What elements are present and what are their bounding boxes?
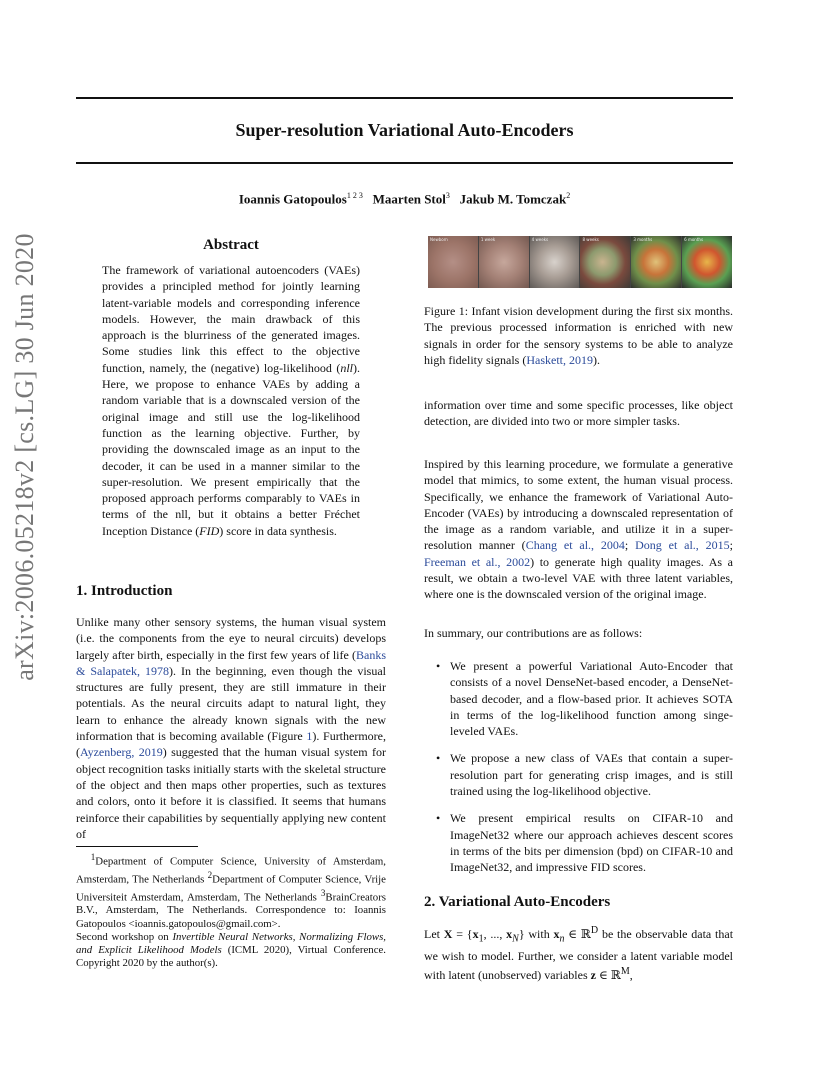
citation-link[interactable]	[80, 745, 163, 759]
footnote-text: BrainCreators B.V., Amsterdam, The Netherlands. Correspondence to: Ioannis Gatopoulos <ioannis.gatopoulos@gmail.com>.	[76, 891, 386, 930]
figure-tile	[530, 236, 580, 288]
author-affiliation: 2	[566, 191, 571, 200]
abstract-text	[102, 262, 360, 539]
figure-tile	[682, 236, 732, 288]
citation-link[interactable]: Chang et al., 2004	[525, 538, 625, 553]
citation-year: 2019	[568, 352, 593, 367]
citation-link[interactable]: Dong et al., 2015	[635, 538, 730, 553]
figure-tile	[479, 236, 529, 288]
footnote-text: Department of Computer Science, Vrije Universiteit Amsterdam, Amsterdam, The Netherlands	[76, 873, 386, 904]
venue-text: Second workshop on	[76, 931, 173, 943]
contributions-list	[424, 658, 733, 887]
tile-label: 8 weeks	[582, 237, 599, 242]
venue-text: (ICML 2020), Virtual Conference. Copyright 2020 by the author(s).	[76, 944, 386, 970]
right-paragraph-1: information over time and some specific processes, like object detection, are divided into two or more simpler tasks.	[424, 398, 733, 429]
figure-caption	[424, 303, 733, 368]
list-item: • We propose a new class of VAEs that contain a super-resolution part for generating crisp images, and is still trained using the log-likelihood objective.	[424, 750, 733, 799]
body-text: ) to generate high quality images. As a result, we obtain a two-level VAE with three latent variables, where one is the downscaled version of the original image.	[424, 554, 733, 602]
tile-label: 1 week	[480, 237, 496, 242]
citation-year: 2004	[600, 538, 625, 553]
tile-label: 3 months	[633, 237, 653, 242]
intro-text: ). In the beginning, even though the visual structures are fully present, they are still immature in their potentials. As the neural circuits adapt to natural light, they learn to enhance the already known signals with the new information that is becoming available (Figure	[76, 663, 387, 744]
footnote-venue	[76, 931, 386, 971]
intro-text: ). Furthermore, (	[76, 729, 386, 760]
math-z: z	[590, 967, 596, 982]
abstract-part: ) score in data synthesis.	[219, 523, 337, 538]
abstract-nll: nll	[340, 360, 353, 375]
arxiv-sidebar-stamp: arXiv:2006.05218v2 [cs.LG] 30 Jun 2020	[10, 233, 39, 681]
abstract-part: ). Here, we propose to enhance VAEs by adding a random variable that is a downscaled version of the original image and still use the log-likelihood function as the learning objective. Further, by providing the downscaled image as an input to the decoder, it can be used in a manner similar to the super-resolution. We present empirically that the proposed approach performs comparably to VAEs in terms of the nll, but it obtains a better Fréchet Inception Distance (	[102, 360, 360, 538]
figure-tile	[580, 236, 630, 288]
footnote-mark: 2	[207, 869, 213, 880]
figure-tile	[428, 236, 478, 288]
tile-label: 6 months	[684, 237, 704, 242]
footnote-affiliations	[76, 851, 386, 931]
intro-paragraph	[76, 614, 386, 842]
title-rule	[76, 162, 733, 164]
citation-year: 2019	[138, 745, 163, 760]
list-item: • We present empirical results on CIFAR-10 and ImageNet32 where our approach achieves descent scores in terms of the bits per dimension (bpd) on CIFAR-10 and ImageNet32, and impressive FID scores.	[424, 810, 733, 875]
top-rule	[76, 97, 733, 99]
section-2-heading: 2. Variational Auto-Encoders	[424, 894, 611, 910]
citation-author: Freeman et al.	[424, 554, 498, 569]
citation-sep: ,	[562, 352, 569, 367]
citation-link[interactable]	[526, 353, 593, 367]
figure-tile	[631, 236, 681, 288]
tile-label: Newborn	[430, 237, 448, 242]
author-list	[76, 191, 733, 207]
body-text: Inspired by this learning procedure, we formulate a generative model that mimics, to some extent, the human visual process. Specifically, we enhance the framework of Variational Auto-Encoder (VAEs) by introducing a downscaled representation of the image as a random variable, and utilize it in a super-resolution manner (	[424, 457, 733, 553]
abstract-part: The framework of variational autoencoders (VAEs) provides a principled method for jointly learning latent-variable models and corresponding inference models. However, the main drawback of this approach is the blurriness of the generated images. Some studies link this effect to the objective function, namely, the (negative) log-likelihood (	[102, 263, 360, 375]
math-x: X	[443, 927, 453, 941]
introduction-section	[76, 583, 386, 842]
footnote-mark: 3	[320, 887, 326, 898]
author-name: Jakub M. Tomczak	[459, 191, 567, 207]
author-name: Ioannis Gatopoulos	[238, 191, 347, 207]
citation-sep: ,	[131, 745, 139, 760]
abstract-fid: FID	[199, 523, 220, 538]
figure-link[interactable]: 1	[306, 729, 313, 744]
citation-author: Ayzenberg	[80, 745, 132, 760]
intro-heading: 1. Introduction	[76, 583, 173, 599]
author-name: Maarten Stol	[372, 191, 446, 207]
body-text: be the observable data that we wish to model. Further, we consider a latent variable model with latent (unobserved) variables	[424, 927, 734, 982]
body-text: Let	[424, 927, 444, 941]
intro-text: ) suggested that the human visual system for object recognition tasks initially starts with the skeletal structure of the object and then maps other properties, such as textures and colors, onto it before it is classified. It seems that humans reinforce their capabilities by sequentially applying new content of	[76, 745, 386, 841]
venue-name: Invertible Neural Networks, Normalizing Flows, and Explicit Likelihood Models	[76, 931, 386, 957]
citation-year: 2015	[705, 538, 730, 553]
citation-author: Chang et al.	[525, 538, 592, 553]
section-2-paragraph: Let $X = \{x_1$, ..., $x_N$} with $x_n$ ∈ ℝ$^D$ be the observable data that we wish to model. Further, we consider a latent variable model with latent (unobserved) variables z ∈ ℝ$^M$,	[424, 925, 734, 982]
citation-year: 1978	[145, 663, 170, 678]
citation-sep: ,	[137, 663, 146, 678]
paper-title: Super-resolution Variational Auto-Encoders	[235, 120, 574, 140]
footnote-mark: 1	[90, 852, 96, 862]
footnote-text: Department of Computer Science, University of Amsterdam, Amsterdam, The Netherlands	[76, 855, 386, 886]
footnote-rule	[76, 846, 198, 847]
citation-link[interactable]: Freeman et al., 2002	[424, 554, 531, 569]
citation-year: 2002	[506, 554, 531, 569]
right-paragraph-3: In summary, our contributions are as follows:	[424, 626, 643, 640]
citation-author: Haskett	[526, 352, 563, 367]
citation-author: Dong et al.	[635, 538, 696, 553]
intro-text: Unlike many other sensory systems, the human visual system (i.e. the components from the eye to neural circuits) develops largely after birth, especially in the first few years of life (	[76, 615, 386, 662]
author-affiliation: 3	[445, 191, 450, 200]
infant-vision-figure	[428, 236, 732, 288]
caption-text: Figure 1: Infant vision development during the first six months. The previous processed information is enriched with new signals in order for the sensory systems to be able to analyze high fidelity signals (	[424, 304, 733, 367]
tile-label: 4 weeks	[531, 237, 549, 242]
author-affiliation: 1 2 3	[346, 191, 363, 200]
list-item: • We present a powerful Variational Auto-Encoder that consists of a novel DenseNet-based encoder, a DenseNet-based decoder, and a flow-based prior. It achieves SOTA in terms of the log-likelihood function among singe-leveled VAEs.	[424, 658, 733, 739]
abstract-heading: Abstract	[203, 237, 259, 253]
citation-author: Banks & Salapatek	[76, 647, 386, 678]
caption-text: ).	[592, 352, 600, 367]
right-paragraph-2: Inspired by this learning procedure, we formulate a generative model that mimics, to some extent, the human visual process. Specifically, we enhance the framework of Variational Auto-Encoder (VAEs) by introducing a downscaled representation of the image as a random variable, and utilize it in a super-resolution manner (Chang et al., 2004; Dong et al., 2015; Freeman et al., 2002) to generate high quality images. As a result, we obtain a two-level VAE with three latent variables, where one is the downscaled version of the original image.	[424, 457, 733, 602]
